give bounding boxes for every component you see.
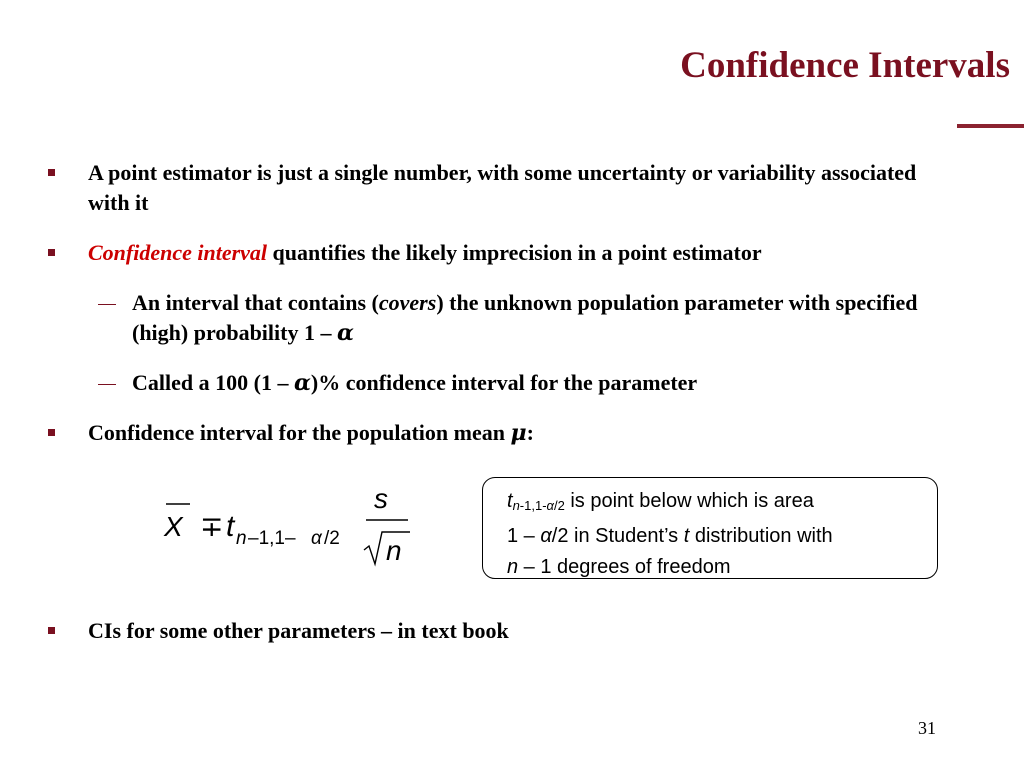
xbar-symbol: X [164, 511, 183, 542]
bullet-item [88, 238, 938, 268]
dash-bullet-icon [98, 384, 116, 385]
square-bullet-icon [48, 169, 55, 176]
t-symbol: t [226, 510, 235, 543]
confidence-interval-formula [160, 482, 420, 572]
callout-sub-alpha: α [546, 498, 554, 513]
bullet-text: A point estimator is just a single number, with some uncertainty or variability associated with it [88, 160, 917, 215]
t-subscript-n: n [236, 528, 247, 549]
sub-bullet-italic: covers [378, 290, 437, 315]
callout-n: n [507, 556, 519, 578]
sub-bullet-item [132, 368, 977, 398]
sub-bullet-text: Called a 100 (1 – [132, 370, 294, 395]
mu-symbol: μ [510, 420, 527, 446]
sub-bullet-text: )% confidence interval for the parameter [310, 370, 698, 395]
square-bullet-icon [48, 429, 55, 436]
sub-bullet-item [132, 288, 977, 348]
callout-t: t [507, 490, 513, 512]
bullet-item [88, 616, 938, 646]
square-bullet-icon [48, 249, 55, 256]
callout-sub-n: n [512, 498, 520, 513]
page-number: 31 [918, 718, 936, 738]
sub-bullet-text: ) the unknown population parameter with specified (high) probability 1 – [132, 290, 918, 345]
numerator-s: s [374, 483, 388, 514]
callout-line-1 [507, 486, 937, 521]
callout-box [482, 477, 938, 579]
bullet-emphasis: Confidence interval [88, 240, 268, 265]
alpha-symbol: α [336, 320, 354, 346]
bullet-text: CIs for some other parameters – in text book [88, 618, 509, 643]
denominator-n: n [386, 535, 402, 566]
callout-text: – 1 degrees of freedom [518, 556, 731, 578]
t-subscript-alpha: α [311, 528, 322, 549]
callout-text: distribution with [689, 525, 833, 547]
callout-text: is point below which is area [564, 490, 814, 512]
callout-subscript [513, 498, 565, 513]
bullet-text: Confidence interval for the population mean [88, 420, 511, 445]
t-subscript-rest: –1,1– [248, 528, 296, 549]
callout-t-italic: t [683, 525, 690, 547]
title-underline [957, 124, 1024, 128]
callout-text: 1 – [507, 525, 541, 547]
square-bullet-icon [48, 627, 55, 634]
callout-alpha: α [540, 525, 552, 547]
alpha-symbol: α [293, 370, 311, 396]
callout-line-3 [507, 552, 937, 583]
callout-sub-rest: -1,1- [519, 498, 547, 513]
callout-text: /2 in Student’s [551, 525, 684, 547]
t-subscript-div: /2 [324, 528, 340, 549]
bullet-text: quantifies the likely imprecision in a point estimator [267, 240, 762, 265]
bullet-item [88, 418, 938, 448]
callout-line-2 [507, 521, 937, 552]
bullet-item [88, 158, 938, 218]
callout-sub-div: /2 [553, 498, 565, 513]
dash-bullet-icon [98, 304, 116, 305]
slide-title: Confidence Intervals [680, 45, 1010, 86]
sub-bullet-text: An interval that contains ( [132, 290, 379, 315]
bullet-text: : [526, 420, 534, 445]
plus-minus-symbol: ∓ [200, 511, 224, 542]
